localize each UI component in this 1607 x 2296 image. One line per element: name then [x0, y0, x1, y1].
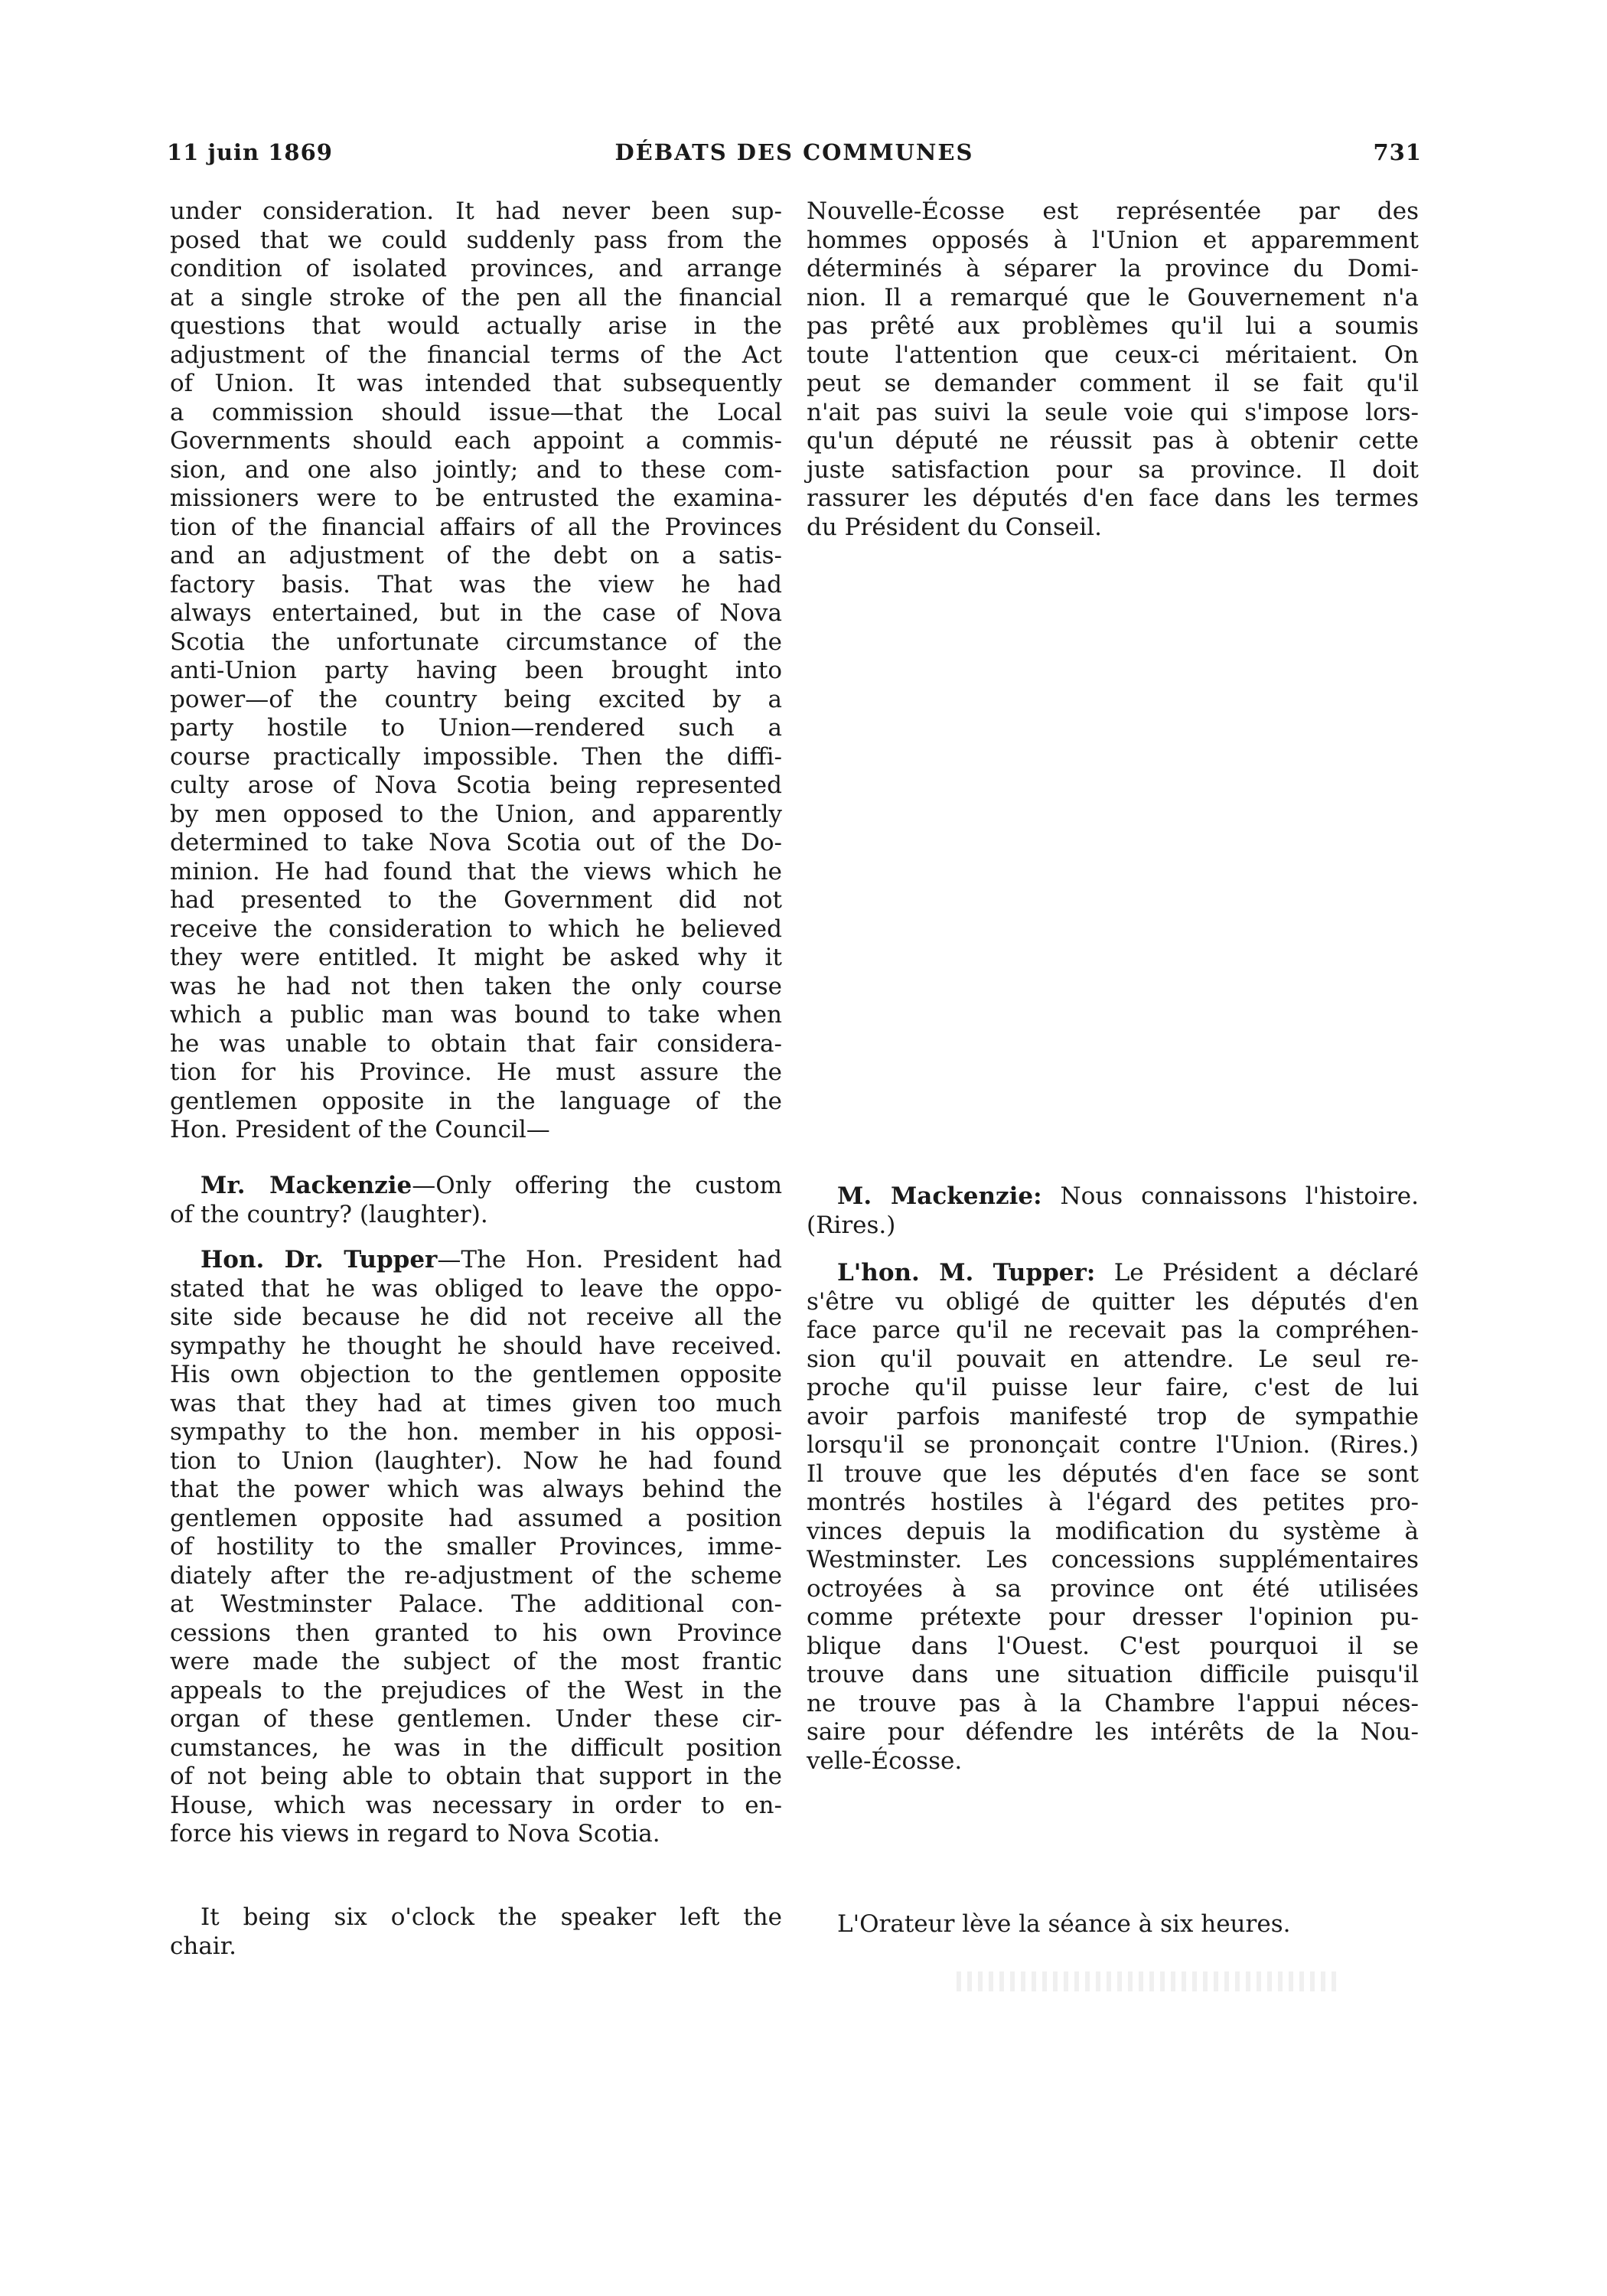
english-intro-line-30: he was unable to obtain that fair considera- [170, 1029, 782, 1058]
header-title: DÉBATS DES COMMUNES [614, 139, 974, 165]
english-intro-line-16: Scotia the unfortunate circumstance of the [170, 628, 782, 656]
english-tupper-line-2: stated that he was obliged to leave the oppo- [170, 1274, 782, 1303]
french-intro-line-5: pas prêté aux problèmes qu'il lui a soumis [807, 312, 1419, 340]
english-tupper-line-15: were made the subject of the most frantic [170, 1648, 782, 1675]
english-intro-line-29: which a public man was bound to take when [170, 1001, 782, 1029]
page-header [167, 139, 1422, 178]
french-tupper-line-14: blique dans l'Ouest. C'est pourquoi il se [807, 1632, 1419, 1660]
french-tupper-line-18: velle-Écosse. [807, 1746, 963, 1775]
french-tupper-line-10: vinces depuis la modification du système à [807, 1517, 1419, 1545]
english-tupper-line-1: —The Hon. President had [437, 1246, 782, 1274]
english-intro-line-3: condition of isolated provinces, and arrange [170, 255, 782, 282]
french-mackenzie-line-1: Nous connaissons l'histoire. [1041, 1182, 1419, 1210]
english-mackenzie-speaker: Mr. Mackenzie [200, 1172, 412, 1199]
french-tupper-line-5: proche qu'il puisse leur faire, c'est de lui [807, 1374, 1419, 1401]
english-intro-line-15: always entertained, but in the case of Nova [170, 599, 782, 627]
french-tupper-line-6: avoir parfois manifesté trop de sympathie [807, 1402, 1419, 1430]
english-tupper-line-3: site side because he did not receive all the [170, 1303, 782, 1331]
french-tupper-line-9: montrés hostiles à l'égard des petites pro- [807, 1489, 1419, 1516]
english-intro-line-18: power—of the country being excited by a [170, 685, 782, 713]
page-number: 731 [1373, 139, 1422, 165]
french-mackenzie-paragraph [807, 1182, 1419, 1240]
english-tupper-speaker: Hon. Dr. Tupper [200, 1246, 438, 1274]
header-date: 11 juin 1869 [167, 139, 333, 165]
english-tupper-line-6: was that they had at times given too much [170, 1389, 782, 1417]
english-intro-line-19: party hostile to Union—rendered such a [170, 714, 782, 742]
english-intro-line-6: adjustment of the financial terms of the Act [170, 341, 782, 369]
french-tupper-line-12: octroyées à sa province ont été utilisées [807, 1574, 1419, 1603]
english-intro-line-20: course practically impossible. Then the diffi- [170, 742, 782, 771]
english-intro-line-21: culty arose of Nova Scotia being represented [170, 771, 782, 799]
english-tupper-line-7: sympathy to the hon. member in his opposi- [170, 1418, 782, 1446]
french-tupper-speaker: L'hon. M. Tupper: [837, 1259, 1096, 1287]
english-intro-line-24: minion. He had found that the views which he [170, 857, 782, 885]
english-tupper-line-11: of hostility to the smaller Provinces, imme- [170, 1533, 782, 1561]
french-tupper-line-3: face parce qu'il ne recevait pas la compréhen- [807, 1316, 1419, 1344]
french-tupper-line-1: Le Président a déclaré [1095, 1259, 1420, 1287]
french-intro-line-10: juste satisfaction pour sa province. Il doit [807, 455, 1419, 484]
french-tupper-line-17: saire pour défendre les intérêts de la Nou- [807, 1718, 1419, 1746]
english-tupper-line-16: appeals to the prejudices of the West in the [170, 1676, 782, 1704]
english-tupper-line-8: tion to Union (laughter). Now he had found [170, 1446, 782, 1475]
english-mackenzie-paragraph [170, 1172, 782, 1229]
english-tupper-line-13: at Westminster Palace. The additional con- [170, 1590, 782, 1618]
english-intro-line-23: determined to take Nova Scotia out of the Do- [170, 829, 782, 856]
english-intro-line-25: had presented to the Government did not [170, 886, 782, 914]
english-intro-line-7: of Union. It was intended that subsequently [170, 370, 782, 397]
english-closing-line-1: It being six o'clock the speaker left the [200, 1903, 782, 1931]
french-tupper-line-11: Westminster. Les concessions supplémentaires [807, 1546, 1419, 1574]
english-intro-line-32: gentlemen opposite in the language of the [170, 1087, 782, 1115]
french-intro-line-1: Nouvelle-Écosse est représentée par des [807, 197, 1419, 225]
french-mackenzie-line-2: (Rires.) [807, 1211, 896, 1239]
english-tupper-line-17: organ of these gentlemen. Under these cir- [170, 1705, 782, 1733]
english-tupper-line-9: that the power which was always behind the [170, 1476, 782, 1503]
english-intro-line-27: they were entitled. It might be asked why it [170, 944, 782, 971]
english-intro-line-11: missioners were to be entrusted the examina- [170, 484, 782, 512]
english-intro-line-5: questions that would actually arise in the [170, 312, 782, 340]
french-closing-line-1: L'Orateur lève la séance à six heures. [837, 1910, 1291, 1938]
french-intro-line-8: n'ait pas suivi la seule voie qui s'impose lors- [807, 398, 1419, 426]
french-intro-line-7: peut se demander comment il se fait qu'il [807, 370, 1419, 397]
english-intro-line-13: and an adjustment of the debt on a satis- [170, 542, 782, 569]
french-tupper-line-4: sion qu'il pouvait en attendre. Le seul re- [807, 1345, 1419, 1373]
french-intro-line-9: qu'un député ne réussit pas à obtenir cette [807, 427, 1419, 455]
english-tupper-line-21: force his views in regard to Nova Scotia. [170, 1820, 660, 1848]
english-intro-line-17: anti-Union party having been brought into [170, 657, 782, 684]
french-intro-line-12: du Président du Conseil. [807, 513, 1102, 541]
french-intro-line-3: déterminés à séparer la province du Domi- [807, 255, 1419, 282]
english-tupper-line-12: diately after the re-adjustment of the scheme [170, 1561, 782, 1590]
english-intro-line-31: tion for his Province. He must assure the [170, 1058, 782, 1086]
english-mackenzie-line-1: —Only offering the custom [412, 1172, 782, 1199]
english-intro-line-12: tion of the financial affairs of all the Provinces [170, 513, 782, 541]
english-intro-line-9: Governments should each appoint a commis- [170, 427, 782, 455]
english-tupper-line-5: His own objection to the gentlemen opposite [170, 1361, 782, 1388]
french-tupper-line-8: Il trouve que les députés d'en face se sont [807, 1459, 1419, 1488]
french-tupper-paragraph [807, 1259, 1419, 1776]
french-tupper-line-7: lorsqu'il se prononçait contre l'Union. (Rires.) [807, 1431, 1419, 1459]
french-intro-line-4: nion. Il a remarqué que le Gouvernement n'a [807, 283, 1419, 311]
english-tupper-line-14: cessions then granted to his own Province [170, 1619, 782, 1647]
english-intro-line-33: Hon. President of the Council— [170, 1116, 550, 1143]
english-intro-line-26: receive the consideration to which he believed [170, 915, 782, 943]
french-intro-line-2: hommes opposés à l'Union et apparemment [807, 226, 1419, 254]
english-intro-line-4: at a single stroke of the pen all the financial [170, 283, 782, 311]
english-closing-paragraph [170, 1903, 782, 1961]
faint-print-residue [957, 1971, 1339, 1991]
french-tupper-line-13: comme prétexte pour dresser l'opinion pu- [807, 1603, 1419, 1631]
french-tupper-line-15: trouve dans une situation difficile puisqu'il [807, 1661, 1419, 1688]
french-tupper-line-16: ne trouve pas à la Chambre l'appui néces- [807, 1689, 1419, 1717]
english-intro-line-14: factory basis. That was the view he had [170, 570, 782, 598]
english-intro-line-8: a commission should issue—that the Local [170, 398, 782, 426]
english-tupper-paragraph [170, 1246, 782, 1849]
english-mackenzie-line-2: of the country? (laughter). [170, 1200, 488, 1228]
french-intro-line-11: rassurer les députés d'en face dans les termes [807, 484, 1419, 512]
french-intro-line-6: toute l'attention que ceux-ci méritaient. On [807, 341, 1419, 369]
english-tupper-line-10: gentlemen opposite had assumed a position [170, 1504, 782, 1532]
english-tupper-line-19: of not being able to obtain that support in the [170, 1763, 782, 1790]
french-intro-paragraph [807, 197, 1419, 542]
french-closing-paragraph [807, 1910, 1419, 1939]
french-tupper-line-2: s'être vu obligé de quitter les députés d'en [807, 1287, 1419, 1316]
english-tupper-line-4: sympathy he thought he should have received. [170, 1332, 782, 1360]
english-intro-line-1: under consideration. It had never been sup- [170, 197, 782, 225]
english-tupper-line-20: House, which was necessary in order to en- [170, 1791, 782, 1819]
english-intro-line-22: by men opposed to the Union, and apparently [170, 800, 782, 828]
english-intro-line-28: was he had not then taken the only course [170, 972, 782, 1000]
english-intro-line-2: posed that we could suddenly pass from the [170, 226, 782, 254]
english-closing-line-2: chair. [170, 1932, 236, 1960]
french-mackenzie-speaker: M. Mackenzie: [837, 1182, 1042, 1210]
english-intro-line-10: sion, and one also jointly; and to these com- [170, 455, 782, 484]
english-tupper-line-18: cumstances, he was in the difficult position [170, 1733, 782, 1762]
english-intro-paragraph [170, 197, 782, 1145]
